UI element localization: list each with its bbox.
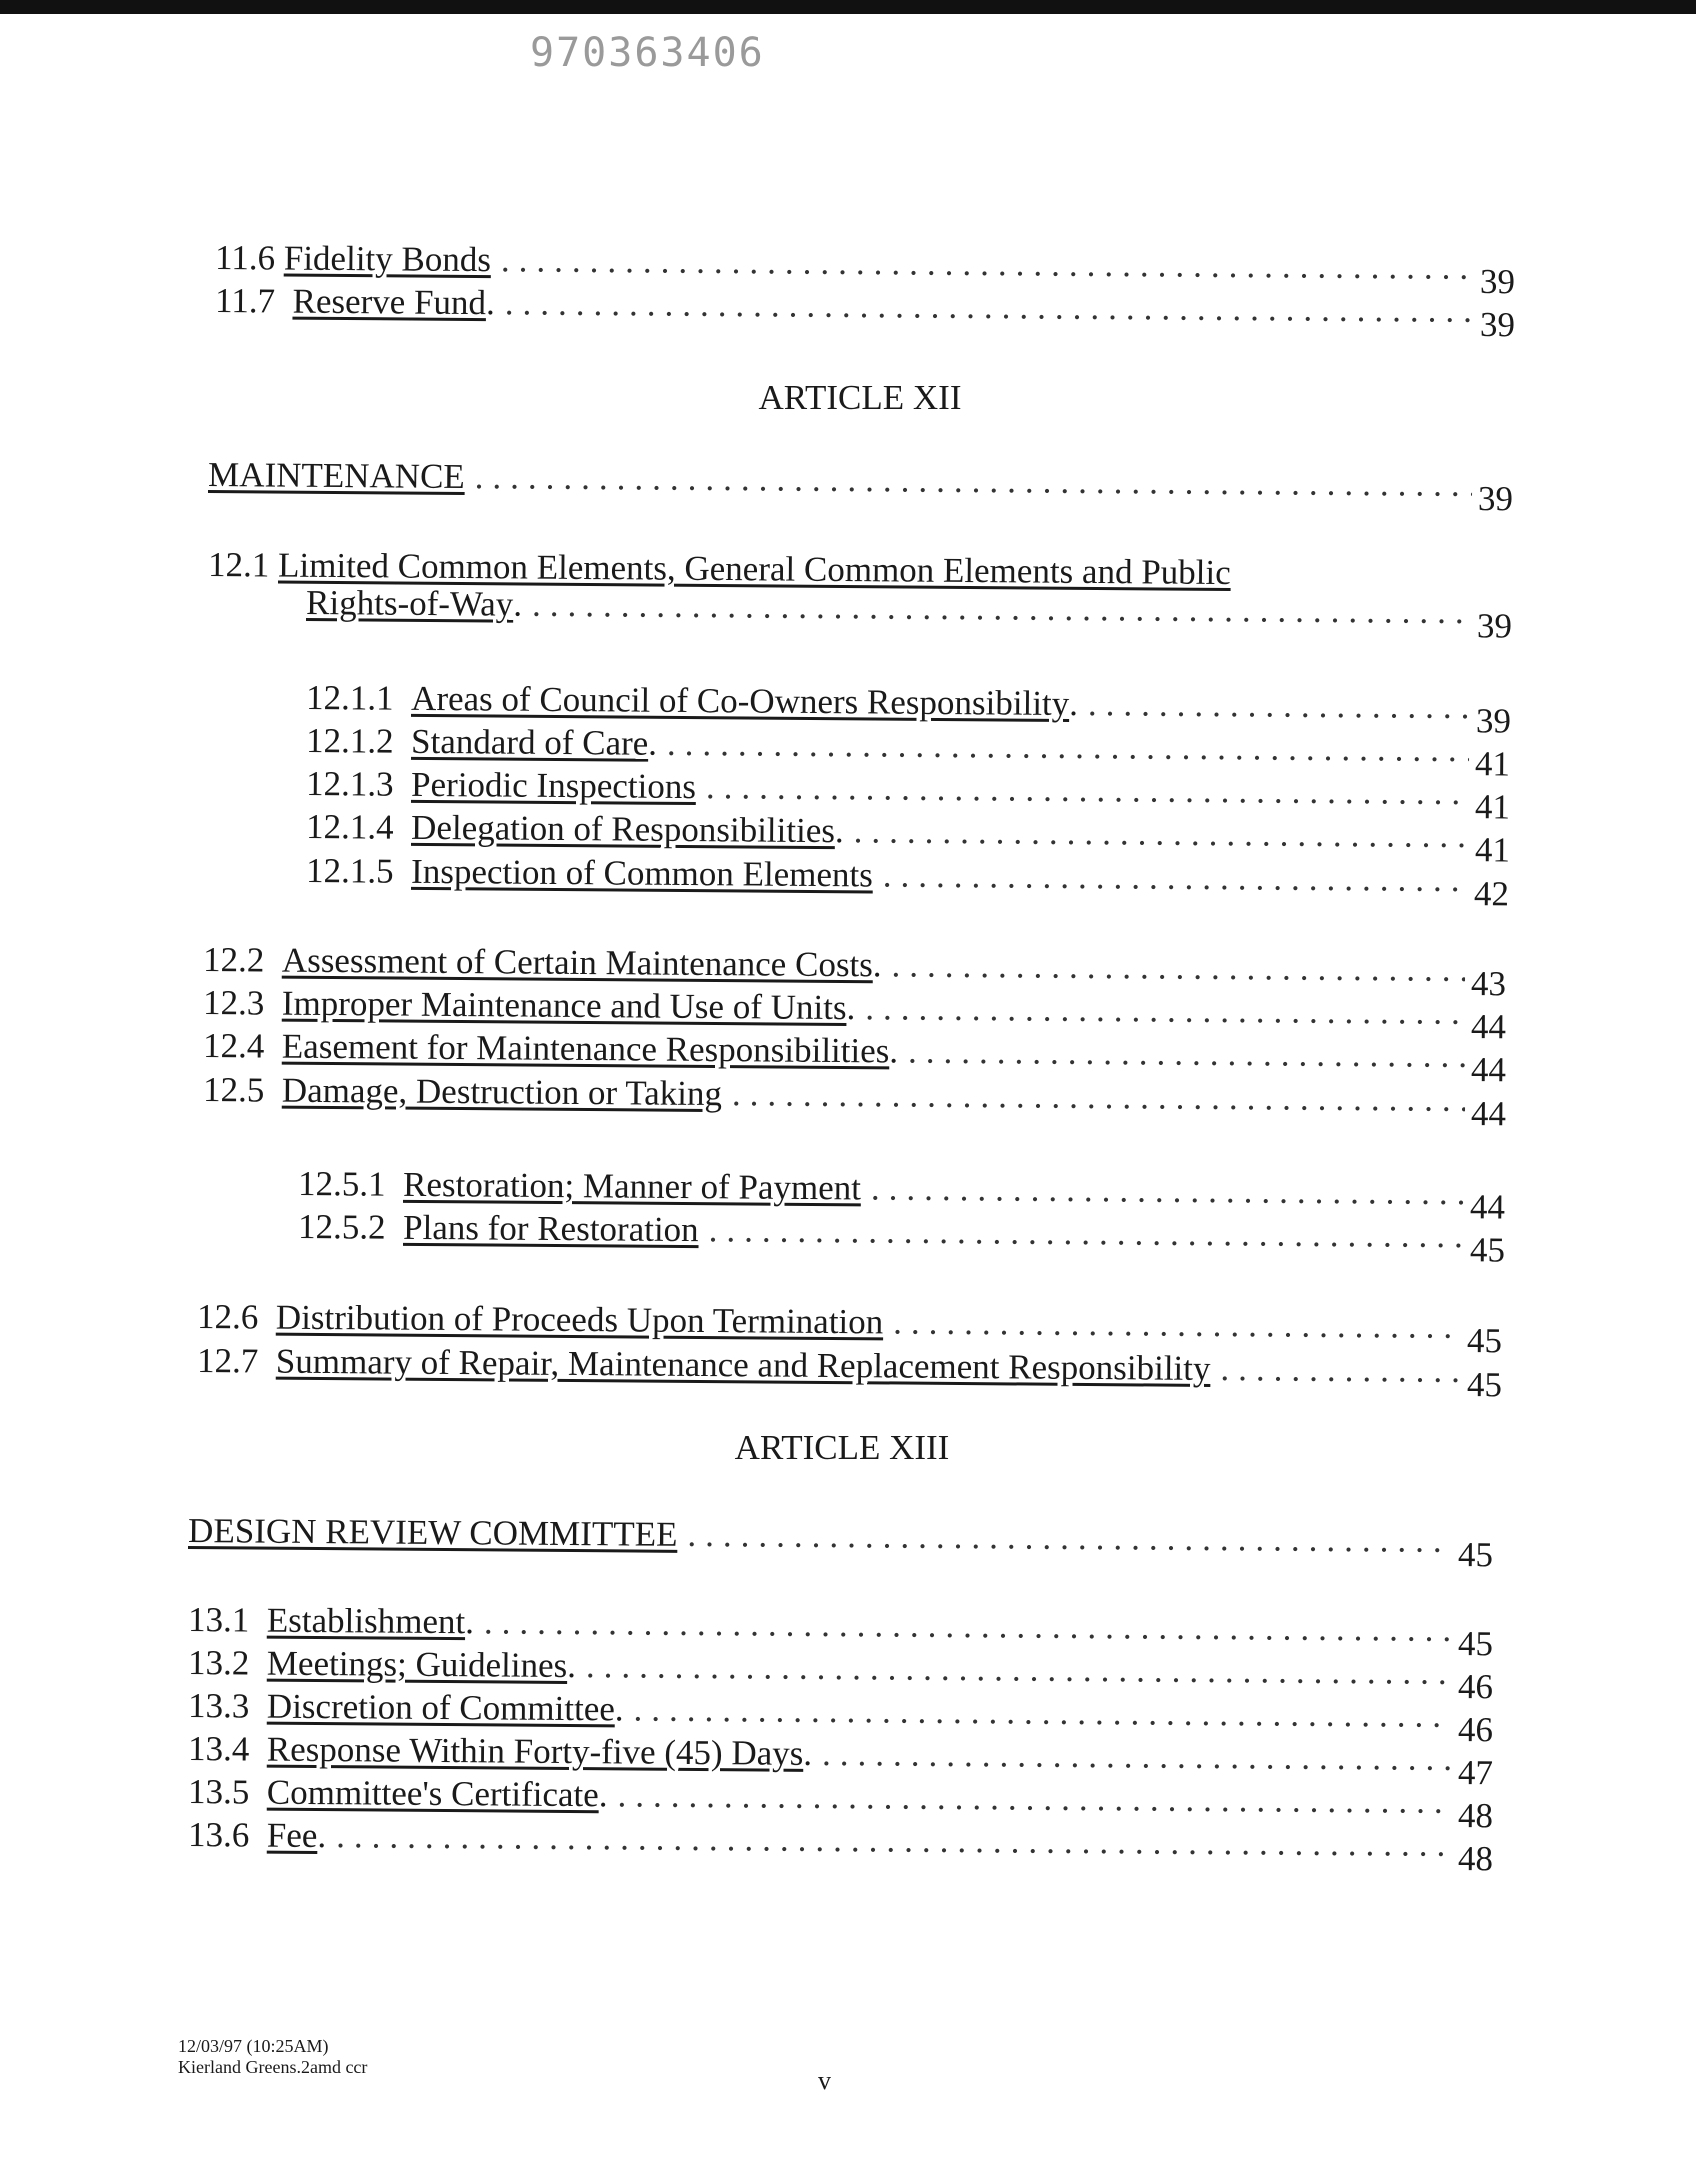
entry-title: Discretion of Committee <box>266 1686 616 1729</box>
entry-number: 12.1.1 <box>305 678 394 718</box>
toc-entry-12-7 <box>196 1341 1503 1405</box>
entry-page: 45 <box>1466 1364 1503 1405</box>
entry-title: Fidelity Bonds <box>283 238 492 280</box>
entry-number: 13.2 <box>187 1643 250 1683</box>
leader-dots <box>505 285 1475 328</box>
leader-dots <box>687 1517 1452 1558</box>
entry-number: 13.6 <box>187 1815 250 1855</box>
entry-number: 12.5.2 <box>297 1207 386 1247</box>
entry-number: 12.4 <box>202 1026 265 1066</box>
entry-page: 44 <box>1470 1093 1507 1134</box>
entry-number: 13.5 <box>187 1772 250 1812</box>
entry-number: 11.7 <box>214 281 276 321</box>
entry-page: 45 <box>1457 1623 1494 1664</box>
entry-page: 47 <box>1457 1752 1494 1793</box>
entry-title: Reserve Fund <box>292 281 487 323</box>
entry-page: 48 <box>1457 1838 1494 1879</box>
document-stamp-number: 970363406 <box>530 30 765 76</box>
footer-filename: Kierland Greens.2amd ccr <box>178 2056 368 2077</box>
entry-suffix: . <box>648 723 658 763</box>
entry-page: 46 <box>1457 1709 1494 1750</box>
entry-title: Summary of Repair, Maintenance and Replacement Responsibility <box>275 1341 1211 1388</box>
scan-top-border <box>0 0 1696 14</box>
entry-number: 12.1 <box>207 545 270 585</box>
footer-meta <box>178 2036 367 2077</box>
entry-number: 11.6 <box>214 238 276 278</box>
entry-number: 13.4 <box>187 1729 250 1769</box>
entry-suffix: . <box>872 945 882 985</box>
toc-entry-12-5 <box>202 1070 1507 1134</box>
leader-dots <box>706 769 1469 810</box>
entry-page: 45 <box>1466 1320 1503 1361</box>
entry-suffix: . <box>598 1775 608 1815</box>
leader-dots <box>865 990 1465 1030</box>
entry-page: 39 <box>1479 304 1516 345</box>
entry-page: 44 <box>1470 1006 1507 1047</box>
entry-page: 41 <box>1474 830 1511 870</box>
entry-suffix: . <box>1069 683 1079 724</box>
entry-suffix: . <box>317 1816 327 1856</box>
entry-number: 12.1.4 <box>305 807 394 847</box>
entry-suffix: . <box>465 1602 475 1642</box>
leader-dots <box>891 947 1465 987</box>
leader-dots <box>908 1034 1465 1073</box>
toc-article-title <box>207 455 1514 519</box>
entry-page: 45 <box>1469 1230 1506 1270</box>
leader-dots <box>893 1304 1461 1343</box>
entry-title: Establishment <box>266 1600 466 1642</box>
article-heading: ARTICLE XII <box>758 378 962 417</box>
entry-page: 48 <box>1457 1795 1494 1836</box>
entry-title: Easement for Maintenance Responsibilities <box>281 1026 890 1071</box>
leader-dots <box>501 242 1474 285</box>
leader-dots <box>617 1777 1452 1819</box>
toc-article-title <box>187 1511 1494 1575</box>
entry-title: Delegation of Responsibilities <box>410 807 836 851</box>
entry-number: 13.3 <box>187 1686 250 1726</box>
entry-suffix: . <box>846 988 856 1028</box>
entry-title: Meetings; Guidelines <box>266 1643 568 1685</box>
entry-suffix: . <box>889 1031 899 1071</box>
leader-dots <box>484 1604 1452 1647</box>
entry-number: 12.3 <box>202 983 265 1023</box>
entry-title: Damage, Destruction or Taking <box>281 1070 723 1114</box>
entry-title: Plans for Restoration <box>402 1207 699 1250</box>
entry-suffix: . <box>834 811 844 851</box>
entry-page: 45 <box>1457 1534 1494 1575</box>
entry-suffix: . <box>614 1689 624 1729</box>
footer-timestamp: 12/03/97 (10:25AM) <box>178 2036 329 2056</box>
entry-number: 12.6 <box>196 1297 259 1337</box>
leader-dots <box>871 1171 1464 1211</box>
leader-dots <box>883 858 1469 898</box>
toc-entry-12-1-5 <box>305 851 1510 914</box>
leader-dots <box>709 1212 1465 1253</box>
entry-suffix: . <box>803 1733 813 1773</box>
entry-page: 41 <box>1474 744 1511 784</box>
leader-dots <box>1220 1351 1461 1388</box>
entry-title: Limited Common Elements, General Common Elements and Public <box>277 545 1231 593</box>
footer-page-number: v <box>818 2066 831 2095</box>
article-heading: ARTICLE XIII <box>734 1428 950 1467</box>
entry-page: 42 <box>1473 874 1510 914</box>
entry-title: Committee's Certificate <box>266 1772 599 1815</box>
entry-title: Assessment of Certain Maintenance Costs <box>281 940 874 985</box>
entry-page: 43 <box>1470 963 1507 1004</box>
leader-dots <box>1088 686 1470 724</box>
entry-page: 44 <box>1470 1049 1507 1090</box>
entry-page: 41 <box>1474 787 1511 827</box>
entry-page: 39 <box>1479 261 1516 302</box>
entry-title: Fee <box>266 1815 318 1856</box>
entry-number: 12.5.1 <box>297 1164 386 1204</box>
entry-title: Improper Maintenance and Use of Units <box>281 983 847 1028</box>
article-title: MAINTENANCE <box>207 455 465 497</box>
toc-entry-11-7 <box>214 281 1516 345</box>
entry-suffix: . <box>485 283 495 323</box>
entry-title: Restoration; Manner of Payment <box>402 1164 862 1208</box>
entry-number: 12.7 <box>196 1341 259 1381</box>
entry-page: 44 <box>1469 1187 1506 1227</box>
leader-dots <box>667 726 1469 767</box>
entry-number: 12.1.2 <box>305 721 394 761</box>
entry-number: 12.1.5 <box>305 851 394 891</box>
entry-title: Areas of Council of Co-Owners Responsibility <box>410 678 1070 723</box>
entry-number: 12.2 <box>202 940 265 980</box>
article-title: DESIGN REVIEW COMMITTEE <box>187 1511 678 1554</box>
toc-entry-13-6 <box>187 1815 1494 1879</box>
leader-dots <box>336 1818 1452 1862</box>
entry-suffix: . <box>513 584 523 624</box>
leader-dots <box>586 1648 1452 1690</box>
entry-page: 46 <box>1457 1666 1494 1707</box>
leader-dots <box>475 459 1473 502</box>
toc-entry-12-1-cont <box>305 583 1513 646</box>
entry-title: Response Within Forty-five (45) Days <box>266 1729 804 1773</box>
leader-dots <box>854 813 1470 853</box>
leader-dots <box>633 1691 1452 1732</box>
entry-page: 39 <box>1476 606 1513 646</box>
entry-title: Inspection of Common Elements <box>410 851 874 895</box>
entry-number: 13.1 <box>187 1600 250 1640</box>
leader-dots <box>532 587 1471 629</box>
leader-dots <box>732 1076 1465 1117</box>
entry-suffix: . <box>567 1645 577 1686</box>
entry-page: 39 <box>1475 701 1512 741</box>
entry-title: Standard of Care <box>410 721 649 763</box>
toc-entry-12-1-4 <box>305 807 1511 870</box>
entry-title: Distribution of Proceeds Upon Termination <box>275 1297 884 1342</box>
leader-dots <box>822 1736 1452 1776</box>
entry-title: Periodic Inspections <box>410 764 697 807</box>
entry-number: 12.1.3 <box>305 764 394 804</box>
entry-number: 12.5 <box>202 1070 265 1110</box>
entry-title-continued: Rights-of-Way <box>305 583 514 624</box>
entry-page: 39 <box>1477 478 1514 519</box>
